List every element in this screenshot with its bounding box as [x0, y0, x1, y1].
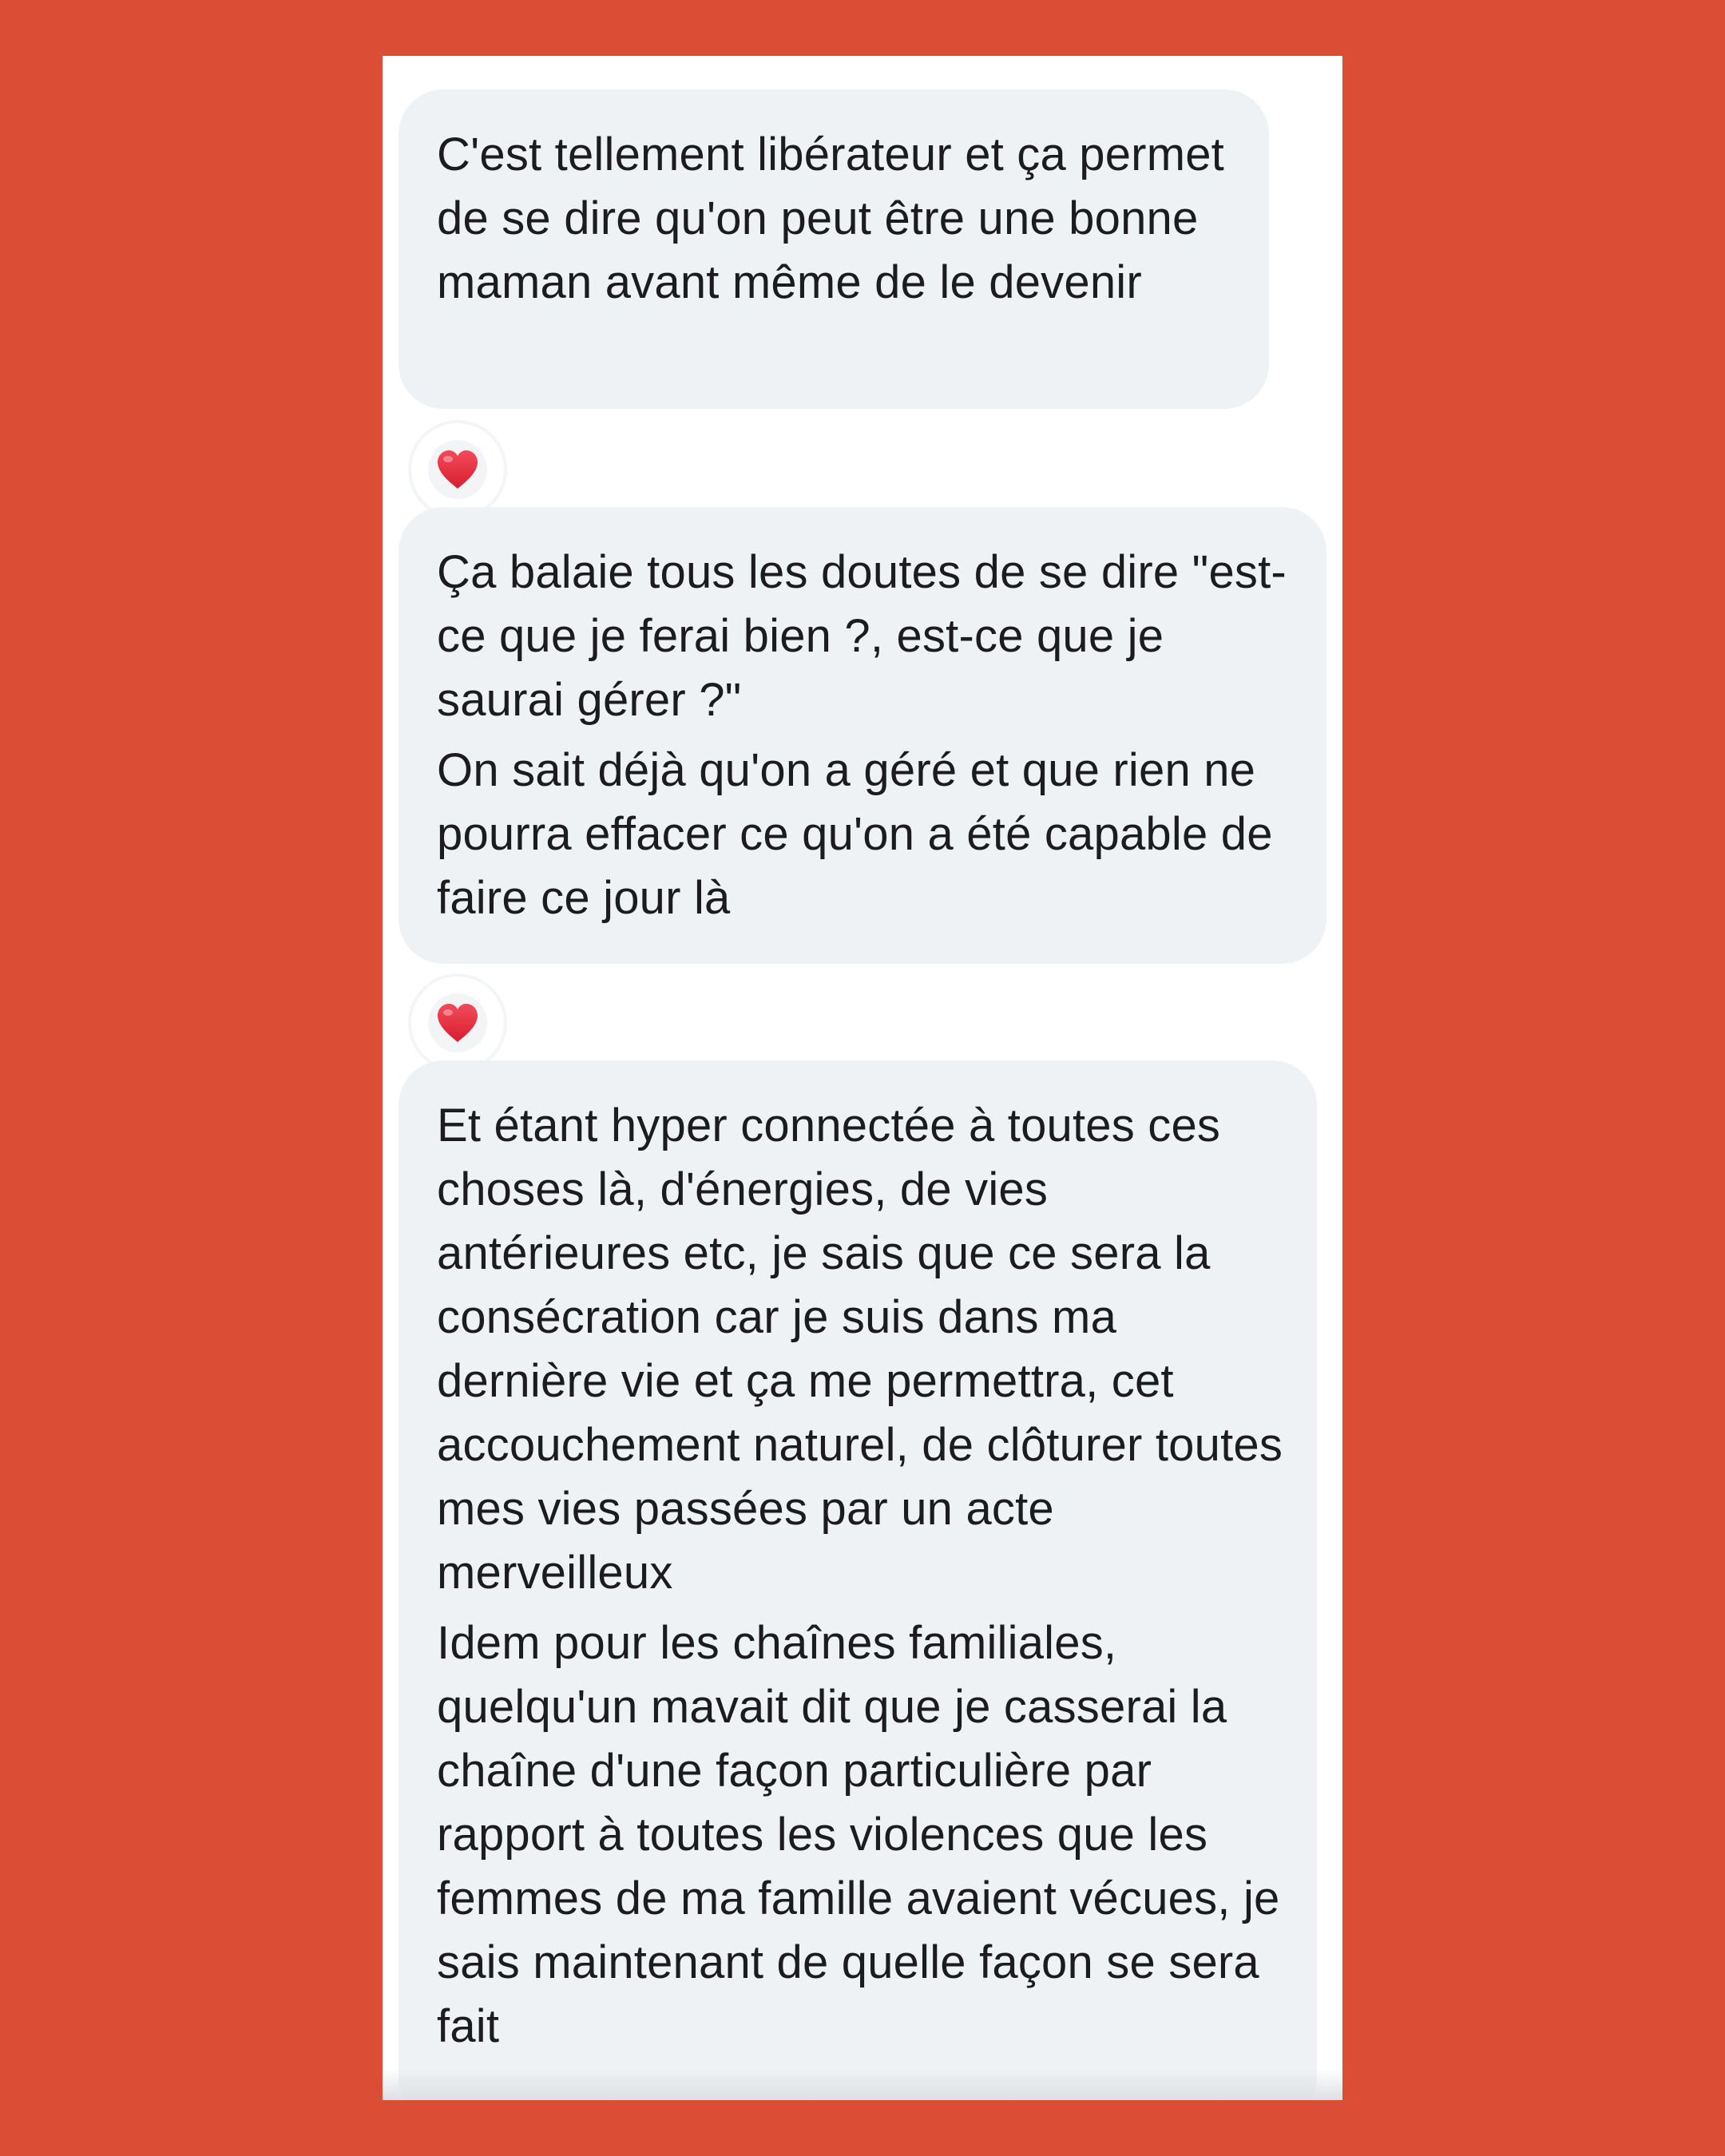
message-text: On sait déjà qu'on a géré et que rien ne pourra effacer ce qu'on a été capable de faire ce jour là — [437, 744, 1273, 924]
message-text: Idem pour les chaînes familiales, quelqu'un mavait dit que je casserai la chaîne d'une façon particulière par rapport à toutes les violences que les femmes de ma famille avaient vécues, je sais maintenant de quelle façon se sera fait — [437, 1617, 1280, 2052]
chat-screenshot — [383, 56, 1342, 2100]
message-bubble[interactable] — [399, 89, 1269, 409]
reaction-badge — [428, 993, 487, 1052]
message-text: Et étant hyper connectée à toutes ces choses là, d'énergies, de vies antérieures etc, je sais que ce sera la consécration car je suis dans ma dernière vie et ça me permettra, cet accouchement naturel, de clôturer toutes mes vies passées par un acte merveilleux — [437, 1100, 1283, 1599]
message-bubble[interactable] — [399, 1060, 1317, 2100]
heart-icon — [435, 1002, 480, 1044]
bottom-fade — [383, 2068, 1342, 2100]
message-reaction[interactable] — [411, 423, 504, 516]
message-reaction[interactable] — [411, 977, 504, 1069]
message-text: C'est tellement libérateur et ça permet de se dire qu'on peut être une bonne maman avant même de le devenir — [437, 129, 1224, 308]
heart-icon — [435, 449, 480, 490]
message-text: Ça balaie tous les doutes de se dire "est-ce que je ferai bien ?, est-ce que je saurai gérer ?" — [437, 546, 1287, 726]
reaction-badge — [428, 440, 487, 499]
message-bubble[interactable] — [399, 507, 1326, 964]
